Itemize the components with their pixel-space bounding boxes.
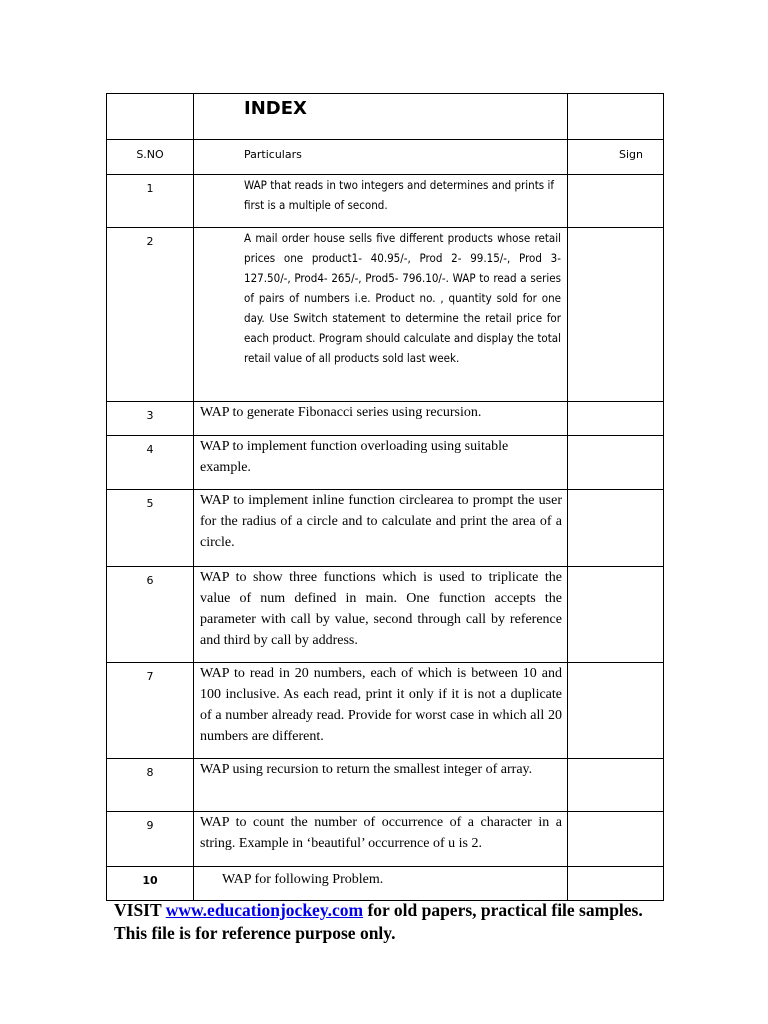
row-sign (568, 175, 664, 228)
table-row (107, 175, 664, 228)
footer-link[interactable]: www.educationjockey.com (165, 900, 364, 920)
title-cell-sign-empty (568, 94, 664, 140)
footer-after-link: for old papers, practical file samples. (367, 900, 643, 920)
row-particulars: WAP to implement function overloading using suitable example. (194, 436, 568, 490)
row-sno: 5 (107, 490, 194, 567)
row-particulars: WAP to implement inline function circlearea to prompt the user for the radius of a circle and to calculate and print the area of a circle. (194, 490, 568, 567)
table-row (107, 759, 664, 812)
table-row (107, 663, 664, 759)
header-sno: S.NO (107, 140, 194, 175)
row-particulars: A mail order house sells five different products whose retail prices one product1- 40.95/-, Prod 2- 99.15/-, Prod 3- 127.50/-, Prod4- 265/-, Prod5- 796.10/-. WAP to read a series of pairs of numbers i.e. Product no. , quantity sold for one day. Use Switch statement to determine the retail price for each product. Program should calculate and display the total retail value of all products sold last week. (194, 228, 568, 402)
row-particulars: WAP that reads in two integers and determines and prints if first is a multiple of second. (194, 175, 568, 228)
row-particulars: WAP using recursion to return the smallest integer of array. (194, 759, 568, 812)
row-particulars: WAP to read in 20 numbers, each of which is between 10 and 100 inclusive. As each read, print it only if it is not a duplicate of a number already read. Provide for worst case in which all 20 numbers are different. (194, 663, 568, 759)
row-sno: 1 (107, 175, 194, 228)
footer-notice (114, 899, 643, 945)
header-sign: Sign (568, 140, 664, 175)
row-sno: 3 (107, 402, 194, 436)
row-sno: 2 (107, 228, 194, 402)
row-sign (568, 812, 664, 867)
row-sno: 6 (107, 567, 194, 663)
footer-line-1 (114, 899, 643, 922)
header-row (107, 140, 664, 175)
row-particulars: WAP to generate Fibonacci series using recursion. (194, 402, 568, 436)
row-particulars: WAP for following Problem. (194, 867, 568, 901)
title-cell-empty (107, 94, 194, 140)
row-particulars: WAP to count the number of occurrence of a character in a string. Example in ‘beautiful’ occurrence of u is 2. (194, 812, 568, 867)
index-title: INDEX (194, 94, 568, 140)
row-sign (568, 228, 664, 402)
row-sign (568, 402, 664, 436)
table-row (107, 567, 664, 663)
index-table (106, 93, 664, 901)
row-sign (568, 567, 664, 663)
table-row (107, 867, 664, 901)
table-row (107, 402, 664, 436)
table-row (107, 228, 664, 402)
row-sno: 7 (107, 663, 194, 759)
table-row (107, 436, 664, 490)
row-sign (568, 663, 664, 759)
table-row (107, 812, 664, 867)
row-sign (568, 490, 664, 567)
row-sno: 10 (107, 867, 194, 901)
row-particulars: WAP to show three functions which is used to triplicate the value of num defined in main. One function accepts the parameter with call by value, second through call by reference and third by call by address. (194, 567, 568, 663)
row-sign (568, 867, 664, 901)
title-row (107, 94, 664, 140)
row-sign (568, 759, 664, 812)
row-sno: 9 (107, 812, 194, 867)
table-row (107, 490, 664, 567)
footer-visit: VISIT (114, 900, 162, 920)
footer-line-2: This file is for reference purpose only. (114, 923, 396, 943)
header-particulars: Particulars (194, 140, 568, 175)
row-sign (568, 436, 664, 490)
row-sno: 8 (107, 759, 194, 812)
row-sno: 4 (107, 436, 194, 490)
